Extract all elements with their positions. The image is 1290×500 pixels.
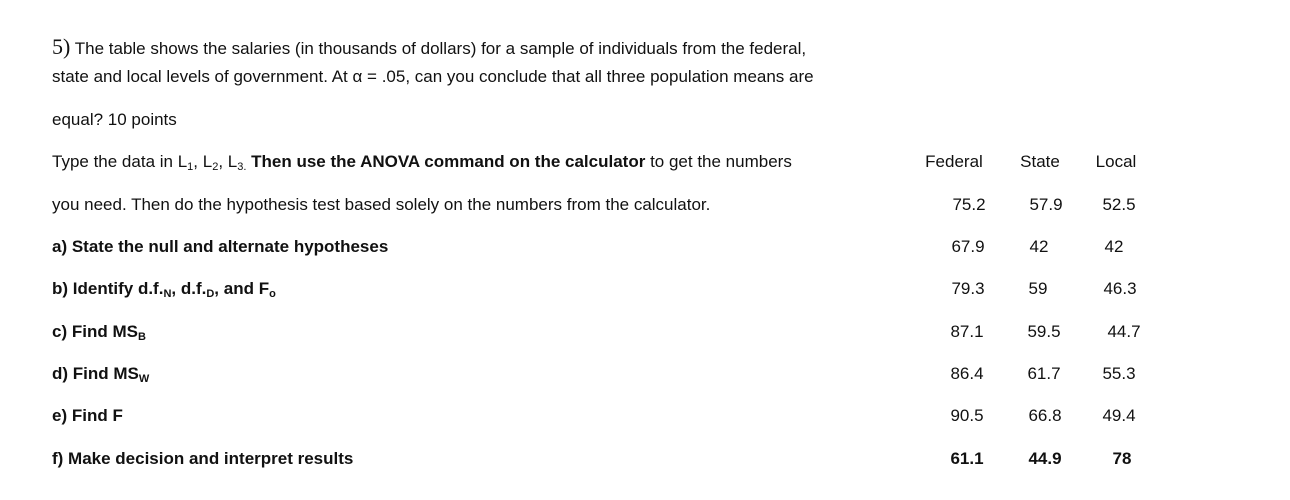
- part-b-mid: , d.f.: [171, 279, 207, 298]
- problem-intro-line3: equal? 10 points: [52, 110, 177, 129]
- instruction-line2: you need. Then do the hypothesis test based solely on the numbers from the calculator.: [52, 195, 711, 214]
- part-d-sub: W: [138, 373, 150, 385]
- part-a: a) State the null and alternate hypotheses: [52, 237, 389, 256]
- problem-intro-line1: [52, 36, 806, 60]
- instruction-pre: Type the data in L: [52, 152, 188, 171]
- instruction-bold: Then use the ANOVA command on the calculator: [246, 152, 646, 171]
- part-e: e) Find F: [52, 406, 123, 425]
- part-b-sub1: N: [163, 288, 172, 300]
- part-b-post: , and F: [214, 279, 270, 298]
- instruction-post: to get the numbers: [645, 152, 792, 171]
- part-b-pre: b) Identify d.f.: [52, 279, 164, 298]
- intro-text-1: The table shows the salaries (in thousands of dollars) for a sample of individuals from the federal,: [74, 39, 807, 58]
- table-cell: 57.9: [1029, 195, 1063, 214]
- table-cell: 59: [1028, 279, 1048, 298]
- part-b: [52, 278, 276, 300]
- table-cell: 75.2: [952, 195, 986, 214]
- table-cell: 46.3: [1103, 279, 1137, 298]
- l3-sub: 3.: [237, 161, 247, 173]
- part-d-pre: d) Find MS: [52, 364, 139, 383]
- table-cell: 42: [1104, 237, 1124, 256]
- l2-sub: 2: [212, 161, 219, 173]
- table-header-state: State: [1020, 152, 1060, 171]
- part-b-sub2: D: [206, 288, 215, 300]
- table-cell: 49.4: [1102, 406, 1136, 425]
- instruction-line1: [52, 151, 792, 173]
- table-cell: 67.9: [951, 237, 985, 256]
- part-c: [52, 321, 146, 343]
- problem-number: 5): [52, 34, 71, 59]
- problem-intro-line2: state and local levels of government. At α = .05, can you conclude that all three population means are: [52, 67, 814, 86]
- l1-sub: 1: [187, 161, 194, 173]
- table-cell: 61.7: [1027, 364, 1061, 383]
- table-header-federal: Federal: [925, 152, 983, 171]
- table-cell: 55.3: [1102, 364, 1136, 383]
- table-cell: 61.1: [950, 449, 984, 468]
- table-cell: 87.1: [950, 322, 984, 341]
- table-cell: 59.5: [1027, 322, 1061, 341]
- table-cell: 52.5: [1102, 195, 1136, 214]
- part-d: [52, 363, 149, 385]
- instruction-sep2: , L: [218, 152, 238, 171]
- table-cell: 78: [1112, 449, 1132, 468]
- table-cell: 90.5: [950, 406, 984, 425]
- table-cell: 44.9: [1028, 449, 1062, 468]
- part-c-sub: B: [137, 331, 146, 343]
- instruction-sep1: , L: [193, 152, 213, 171]
- table-cell: 79.3: [951, 279, 985, 298]
- table-header-local: Local: [1095, 152, 1137, 171]
- table-cell: 44.7: [1107, 322, 1141, 341]
- table-cell: 42: [1029, 237, 1049, 256]
- table-cell: 86.4: [950, 364, 984, 383]
- part-f: f) Make decision and interpret results: [52, 449, 354, 468]
- part-c-pre: c) Find MS: [52, 322, 138, 341]
- table-cell: 66.8: [1028, 406, 1062, 425]
- part-b-sub3: o: [269, 288, 276, 300]
